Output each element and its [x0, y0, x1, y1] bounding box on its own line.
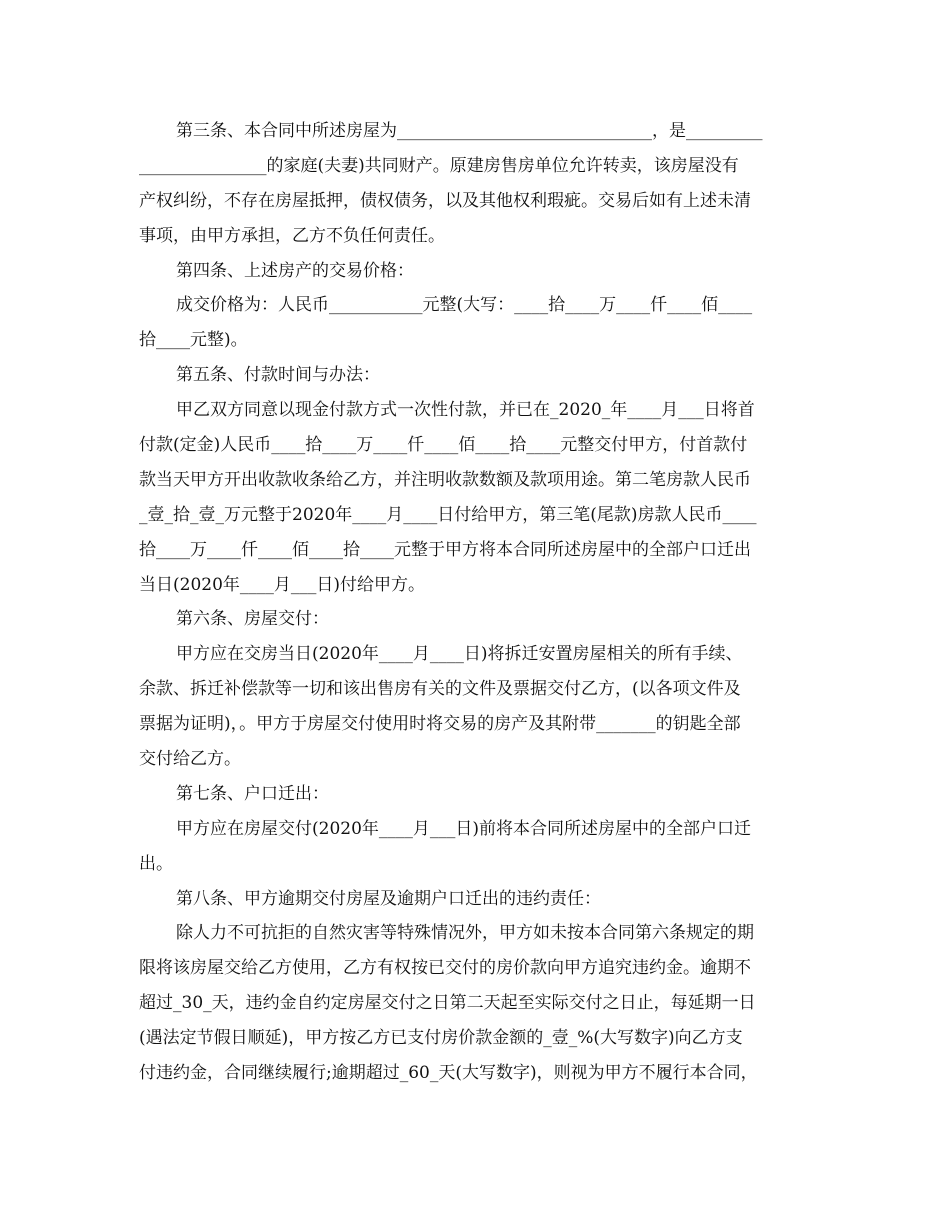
text-line: 超过_30_天，违约金自约定房屋交付之日第二天起至实际交付之日止，每延期一日 — [139, 993, 756, 1014]
text-line: 付违约金，合同继续履行;逾期超过_60_天(大写数字)，则视为甲方不履行本合同， — [139, 1063, 758, 1084]
text-line: (遇法定节假日顺延)，甲方按乙方已支付房价款金额的_壹_%(大写数字)向乙方支 — [139, 1028, 743, 1049]
text-line: 事项，由甲方承担，乙方不负任何责任。 — [139, 225, 445, 246]
section-heading: 第八条、甲方逾期交付房屋及逾期户口迁出的违约责任： — [176, 888, 601, 909]
text-line: 当日(2020年____月___日)付给甲方。 — [139, 574, 426, 595]
text-line: 产权纠纷，不存在房屋抵押，债权债务，以及其他权利瑕疵。交易后如有上述未清 — [139, 190, 751, 211]
text-line: 出。 — [139, 853, 173, 874]
text-line: _______________的家庭(夫妻)共同财产。原建房售房单位允许转卖，该房屋没有 — [139, 155, 739, 176]
text-line: 付款(定金)人民币____拾____万____仟____佰____拾____元整交付甲方，付首款付 — [139, 435, 748, 456]
text-line: 拾____元整)。 — [139, 330, 248, 351]
text-line: 甲方应在交房当日(2020年____月____日)将拆迁安置房屋相关的所有手续、 — [176, 644, 743, 665]
text-line: 余款、拆迁补偿款等一切和该出售房有关的文件及票据交付乙方，(以各项文件及 — [139, 679, 741, 700]
section-heading: 第五条、付款时间与办法： — [176, 365, 380, 386]
text-line: 限将该房屋交给乙方使用，乙方有权按已交付的房价款向甲方追究违约金。逾期不 — [139, 958, 751, 979]
text-line: 款当天甲方开出收款收条给乙方，并注明收款数额及款项用途。第二笔房款人民币 — [139, 469, 751, 490]
text-line: 交付给乙方。 — [139, 749, 241, 770]
section-heading: 第六条、房屋交付： — [176, 609, 329, 630]
text-line: 成交价格为：人民币___________元整(大写：____拾____万____仟____佰____ — [176, 295, 753, 316]
section-heading: 第七条、户口迁出： — [176, 783, 329, 804]
text-line: 甲乙双方同意以现金付款方式一次性付款，并已在_2020_年____月___日将首 — [176, 400, 755, 421]
section-heading: 第四条、上述房产的交易价格： — [176, 260, 414, 281]
text-line: 甲方应在房屋交付(2020年____月___日)前将本合同所述房屋中的全部户口迁 — [176, 818, 752, 839]
text-line: 拾____万____仟____佰____拾____元整于甲方将本合同所述房屋中的全部户口迁出 — [139, 539, 751, 560]
text-line: 票据为证明)，。甲方于房屋交付使用时将交易的房产及其附带_______的钥匙全部 — [139, 714, 741, 735]
text-line: 除人力不可抗拒的自然灾害等特殊情况外，甲方如未按本合同第六条规定的期 — [176, 923, 754, 944]
text-line: _壹_拾_壹_万元整于2020年____月____日付给甲方，第三笔(尾款)房款人民币____ — [139, 504, 757, 525]
contract-text — [139, 114, 814, 1091]
text-line: 第三条、本合同中所述房屋为______________________________，是_________ — [176, 121, 763, 141]
